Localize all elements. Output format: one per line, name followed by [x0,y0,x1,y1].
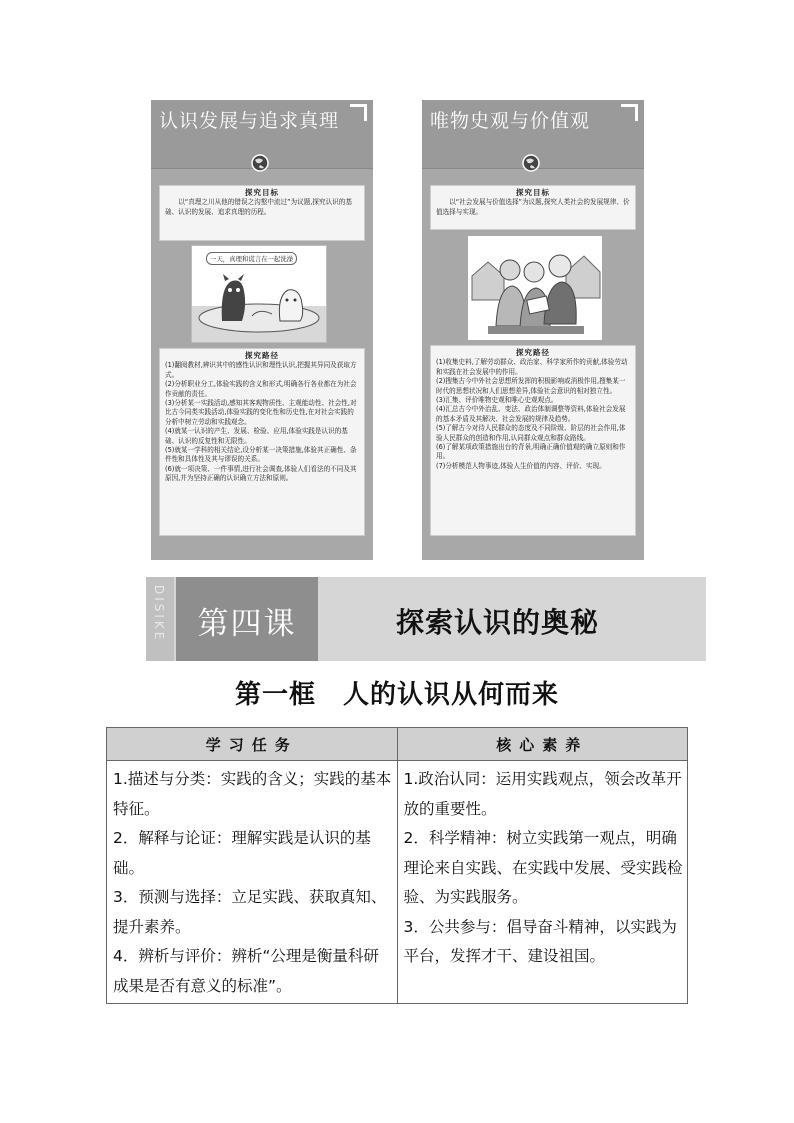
task-item: 3．预测与选择：立足实践、获取真知、提升素养。 [113,888,387,936]
family-illustration [468,236,602,340]
left-path-item: (3)分析某一实践活动,感知其客观物质性、主观能动性、社会性,对比古今同类实践活动,体验实践的变化性和历史性,在对社会实践的分析中树立劳动和实践观念。 [165,399,357,426]
left-path-box [159,348,365,536]
right-path-item: (4)汇总古今中外治乱、变法、政治体制调整等资料,体验社会发展的基本矛盾及其解决、社会发展的规律及趋势。 [436,405,626,423]
left-path-item: (5)就某一学科的相关结论,设分析某一决策措施,体验其正确性、条件性和具体性及其与谬误的关系。 [165,446,357,464]
right-path-item: (7)分析模范人物事迹,体验人生价值的内容、评价、实现。 [436,461,606,470]
literacy-item: 3．公共参与：倡导奋斗精神，以实践为平台，发挥才干、建设祖国。 [403,917,677,965]
left-panel-title: 认识发展与追求真理 [159,110,340,132]
right-path-item: (2)搜集古今中外社会思想所发挥的积极影响或消极作用,搜集某一时代的思想状况和人们思想差异,体验社会意识的相对独立性。 [436,377,626,395]
learning-tasks-header: 学习任务 [107,728,398,761]
core-literacy-cell [397,761,688,1004]
banner-side-text: DISIKE [152,585,166,643]
right-panel-title: 唯物史观与价值观 [430,110,591,132]
family-reading-drawing [468,236,602,340]
left-goal-box [159,185,365,241]
lesson-banner [146,577,706,661]
task-item: 2．解释与论证：理解实践是认识的基础。 [113,829,371,877]
illustration-caption: 一天，真理和谎言在一起洗澡 [206,252,297,265]
left-path-item: (1)翻阅教材,辨识其中的感性认识和理性认识,把握其异同及获取方式。 [165,361,357,379]
corner-bracket-icon [350,104,367,121]
left-path-heading: 探究路径 [245,351,279,360]
lesson-title: 探索认识的奥秘 [396,606,600,639]
banner-side-strip [146,577,174,661]
table-row [107,761,688,1004]
literacy-item: 1.政治认同：运用实践观点，领会改革开放的重要性。 [403,770,682,818]
learning-tasks-cell [107,761,398,1004]
bathing-figures-drawing [192,246,326,342]
learning-tasks-table [106,727,688,1004]
left-path-item: (4)就某一认识的产生、发展、检验、应用,体验实践是认识的基础、认识的反复性和无限性。 [165,427,348,445]
corner-bracket-icon [621,104,638,121]
right-goal-text: 以“社会发展与价值选择”为议题,探究人类社会的发展规律、价值选择与实现。 [436,198,630,216]
left-goal-heading: 探究目标 [245,188,279,197]
right-goal-heading: 探究目标 [516,188,550,197]
left-goal-text: 以“真理之川从他的错误之沟壑中流过”为议题,探究认识的基础、认识的发展、追求真理的历程。 [165,198,352,216]
lesson-number: 第四课 [197,606,297,642]
task-item: 4．辨析与评价：辨析“公理是衡量科研成果是否有意义的标准”。 [113,947,379,995]
globe-icon [251,154,269,172]
truth-lie-illustration [191,245,327,343]
right-path-heading: 探究路径 [516,348,550,357]
right-path-item: (5)了解古今对待人民群众的态度及不同阶级、阶层的社会作用,体验人民群众的创造和作用,认同群众观点和群众路线。 [436,424,626,442]
table-header-row [107,728,688,761]
right-path-item: (1)收集史料,了解劳动群众、政治家、科学家所作的贡献,体验劳动和实践在社会发展中的作用。 [436,358,628,376]
left-path-item: (6)就一项决策、一件事情,进行社会调查,体验人们看法的不同及其原因,并为坚持正确的认识确立方法和原则。 [165,464,357,483]
right-path-item: (3)汇集、评价唯物史观和唯心史观观点。 [436,396,558,405]
right-path-item: (6)了解某项政策措施出台的背景,明确正确价值观的确立原则和作用。 [436,443,626,461]
right-path-box [430,345,636,536]
right-goal-box [430,185,636,230]
lesson-number-block [176,577,318,661]
core-literacy-header: 核心素养 [397,728,688,761]
literacy-item: 2．科学精神：树立实践第一观点，明确理论来自实践、在实践中发展、受实践检验、为实践服务。 [403,829,683,906]
left-path-item: (2)分析职业分工,体验实践的含义和形式,明确各行各业都在为社会作贡献的责任。 [165,380,357,398]
globe-icon [522,154,540,172]
section-title: 第一框 人的认识从何而来 [234,680,559,710]
task-item: 1.描述与分类：实践的含义；实践的基本特征。 [113,770,392,818]
